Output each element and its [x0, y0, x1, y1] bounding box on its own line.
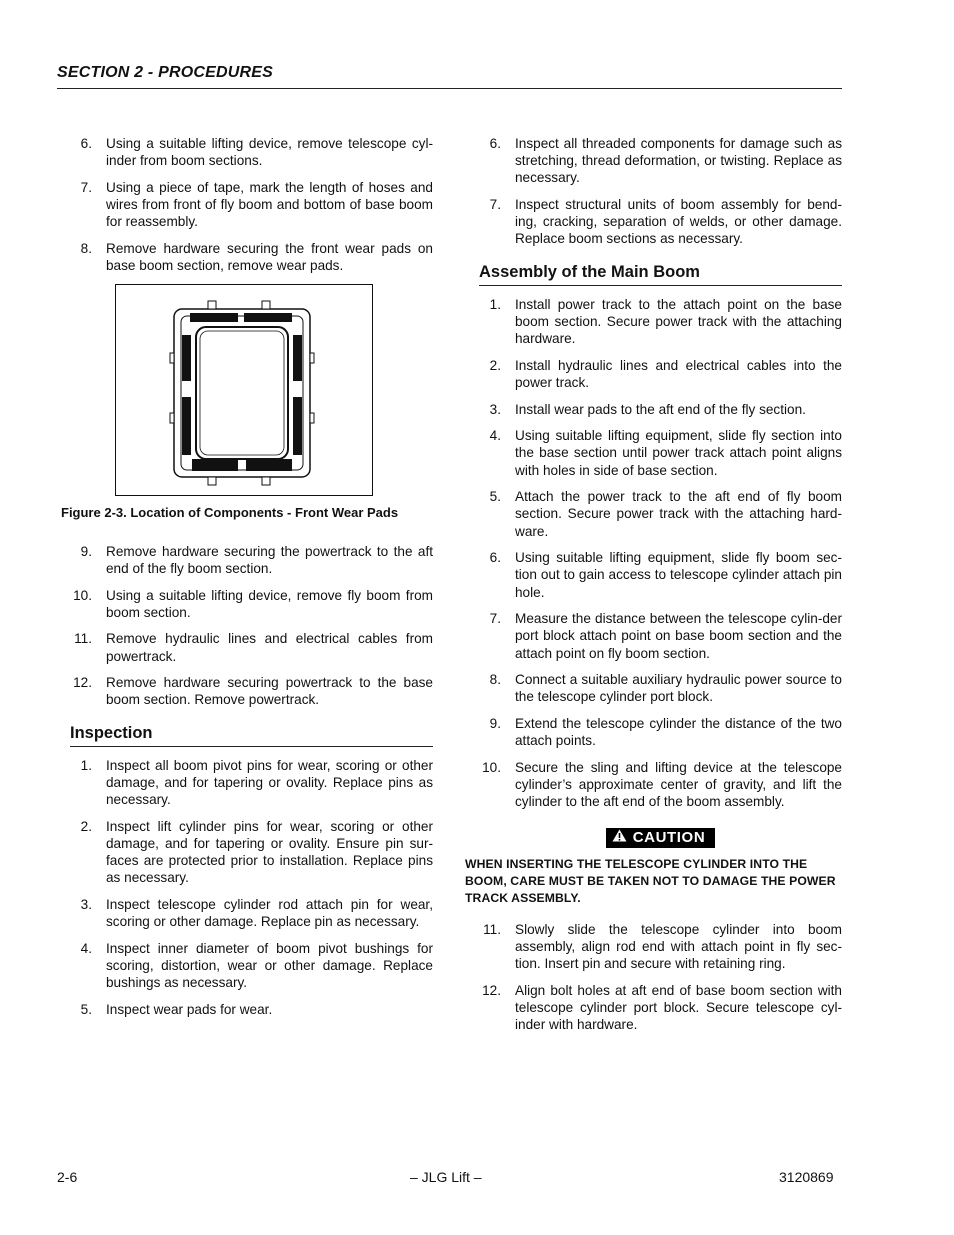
step-number: 2. — [489, 357, 501, 373]
list-item — [479, 921, 842, 973]
step-number: 6. — [80, 136, 92, 151]
step-text: Align bolt holes at aft end of base boom section with telescope cylinder port block. Secure telescope cyl-inder with hardware. — [515, 982, 842, 1033]
right-column — [465, 135, 842, 1043]
step-text: Using suitable lifting equipment, slide fly boom sec-tion out to gain access to telescope cylinder attach pin hole. — [515, 550, 842, 600]
list-item — [479, 715, 842, 749]
list-item — [70, 940, 433, 992]
step-text: Using suitable lifting equipment, slide fly section into the base section until power track attach point aligns with holes in side of base section. — [515, 428, 842, 478]
caution-badge — [606, 828, 716, 847]
list-item — [479, 549, 842, 601]
step-text: Using a suitable lifting device, remove fly boom from boom section. — [106, 587, 433, 620]
step-number: 12. — [482, 982, 501, 998]
removal-steps-b — [70, 543, 433, 709]
step-text: Inspect all threaded components for damage such as stretching, thread deformation, or twisting. Replace as necessary. — [515, 136, 842, 186]
step-number: 5. — [489, 489, 501, 505]
step-text: Install wear pads to the aft end of the fly section. — [515, 401, 806, 417]
list-item — [70, 630, 433, 664]
step-number: 1. — [489, 296, 501, 312]
assembly-steps — [479, 296, 842, 811]
assembly-heading: Assembly of the Main Boom — [479, 264, 842, 286]
step-number: 10. — [482, 759, 501, 775]
list-item — [479, 427, 842, 479]
list-item — [479, 135, 842, 187]
step-text: Extend the telescope cylinder the distance of the two attach points. — [515, 716, 842, 749]
step-number: 2. — [80, 818, 92, 834]
step-number: 3. — [489, 401, 501, 417]
step-number: 8. — [80, 240, 92, 256]
step-number: 1. — [80, 757, 92, 773]
left-column — [61, 135, 433, 1027]
list-item — [70, 543, 433, 577]
step-text: Connect a suitable auxiliary hydraulic power source to the telescope cylinder port block. — [515, 672, 842, 705]
inspection-steps-cont — [479, 135, 842, 248]
step-number: 11. — [74, 631, 92, 647]
step-number: 12. — [73, 675, 92, 691]
step-number: 8. — [489, 672, 501, 688]
step-text: Using a suitable lifting device, remove telescope cyl-inder from boom sections. — [106, 136, 433, 169]
list-item — [70, 674, 433, 708]
step-text: Inspect all boom pivot pins for wear, scoring or other damage, and for tapering or ovality. Replace pins as necessary. — [106, 757, 433, 808]
inspection-heading: Inspection — [70, 725, 433, 747]
step-text: Inspect structural units of boom assembly for bend-ing, cracking, separation of welds, or other damage. Replace boom sections as necessary. — [515, 197, 842, 247]
step-text: Remove hardware securing the front wear pads on base boom section, remove wear pads. — [106, 240, 433, 273]
step-number: 7. — [80, 179, 92, 195]
figure-caption: Figure 2-3. Location of Components - Front Wear Pads — [61, 504, 399, 520]
step-text: Measure the distance between the telescope cylin-der port block attach point on base boom section and the attach point on fly boom section. — [515, 611, 842, 661]
list-item — [479, 401, 842, 418]
step-number: 11. — [483, 921, 501, 937]
list-item — [70, 1001, 433, 1018]
step-number: 9. — [80, 543, 92, 559]
step-number: 7. — [489, 197, 501, 212]
step-number: 10. — [73, 587, 92, 603]
list-item — [479, 296, 842, 348]
list-item — [479, 357, 842, 391]
step-text: Remove hardware securing the powertrack to the aft end of the fly boom section. — [106, 543, 433, 576]
step-text: Secure the sling and lifting device at the telescope cylinder’s approximate center of gravity, and lift the cylinder to the aft end of the boom assembly. — [515, 759, 842, 810]
list-item — [479, 759, 842, 811]
step-text: Slowly slide the telescope cylinder into boom assembly, align rod end with attach point in fly sec-tion. Insert pin and secure with retaining ring. — [515, 921, 842, 972]
list-item — [479, 982, 842, 1034]
footer-center: – JLG Lift – — [410, 1169, 482, 1185]
caution-block — [479, 828, 842, 847]
figure-wear-pads — [115, 284, 373, 496]
step-number: 3. — [80, 897, 92, 912]
wear-pads-drawing — [116, 285, 372, 495]
step-text: Attach the power track to the aft end of fly boom section. Secure power track with the attaching hard-ware. — [515, 489, 842, 539]
list-item — [70, 179, 433, 231]
step-text: Inspect wear pads for wear. — [106, 1001, 273, 1017]
inspection-steps — [70, 757, 433, 1018]
step-text: Install hydraulic lines and electrical cables into the power track. — [515, 357, 842, 391]
step-number: 6. — [489, 550, 501, 566]
step-text: Remove hardware securing powertrack to the base boom section. Remove powertrack. — [106, 675, 433, 708]
list-item — [479, 610, 842, 662]
list-item — [70, 587, 433, 621]
warning-triangle-icon — [612, 829, 627, 846]
list-item — [70, 757, 433, 809]
step-number: 9. — [489, 716, 501, 731]
step-text: Install power track to the attach point on the base boom section. Secure power track with the attaching hardware. — [515, 296, 842, 347]
list-item — [479, 671, 842, 705]
list-item — [70, 240, 433, 274]
step-number: 6. — [489, 136, 501, 151]
page-number: 2-6 — [57, 1169, 78, 1185]
step-number: 5. — [80, 1001, 92, 1017]
assembly-steps-cont — [479, 921, 842, 1034]
list-item — [479, 196, 842, 248]
page-header — [57, 64, 842, 89]
caution-label: CAUTION — [632, 829, 706, 847]
step-text: Remove hydraulic lines and electrical cables from powertrack. — [106, 631, 433, 664]
removal-steps-a — [70, 135, 433, 274]
step-text: Inspect inner diameter of boom pivot bushings for scoring, distortion, wear or other damage. Replace bushings as necessary. — [106, 940, 433, 991]
list-item — [479, 488, 842, 540]
list-item — [70, 896, 433, 930]
list-item — [70, 135, 433, 169]
step-number: 4. — [489, 428, 501, 444]
step-text: Using a piece of tape, mark the length of hoses and wires from front of fly boom and bottom of base boom for reassembly. — [106, 179, 433, 230]
caution-text: WHEN INSERTING THE TELESCOPE CYLINDER INTO THE BOOM, CARE MUST BE TAKEN NOT TO DAMAGE THE POWER TRACK ASSEMBLY. — [465, 856, 836, 905]
list-item — [70, 818, 433, 887]
step-text: Inspect telescope cylinder rod attach pin for wear, scoring or other damage. Replace pin as necessary. — [106, 897, 433, 930]
document-number: 3120869 — [779, 1169, 834, 1185]
step-text: Inspect lift cylinder pins for wear, scoring or other damage, and for tapering or ovality. Ensure pin sur-faces are protected prior to installation. Replace pins as necessary. — [106, 818, 433, 886]
step-number: 4. — [80, 940, 92, 956]
section-title: SECTION 2 - PROCEDURES — [57, 64, 273, 81]
step-number: 7. — [489, 611, 501, 627]
